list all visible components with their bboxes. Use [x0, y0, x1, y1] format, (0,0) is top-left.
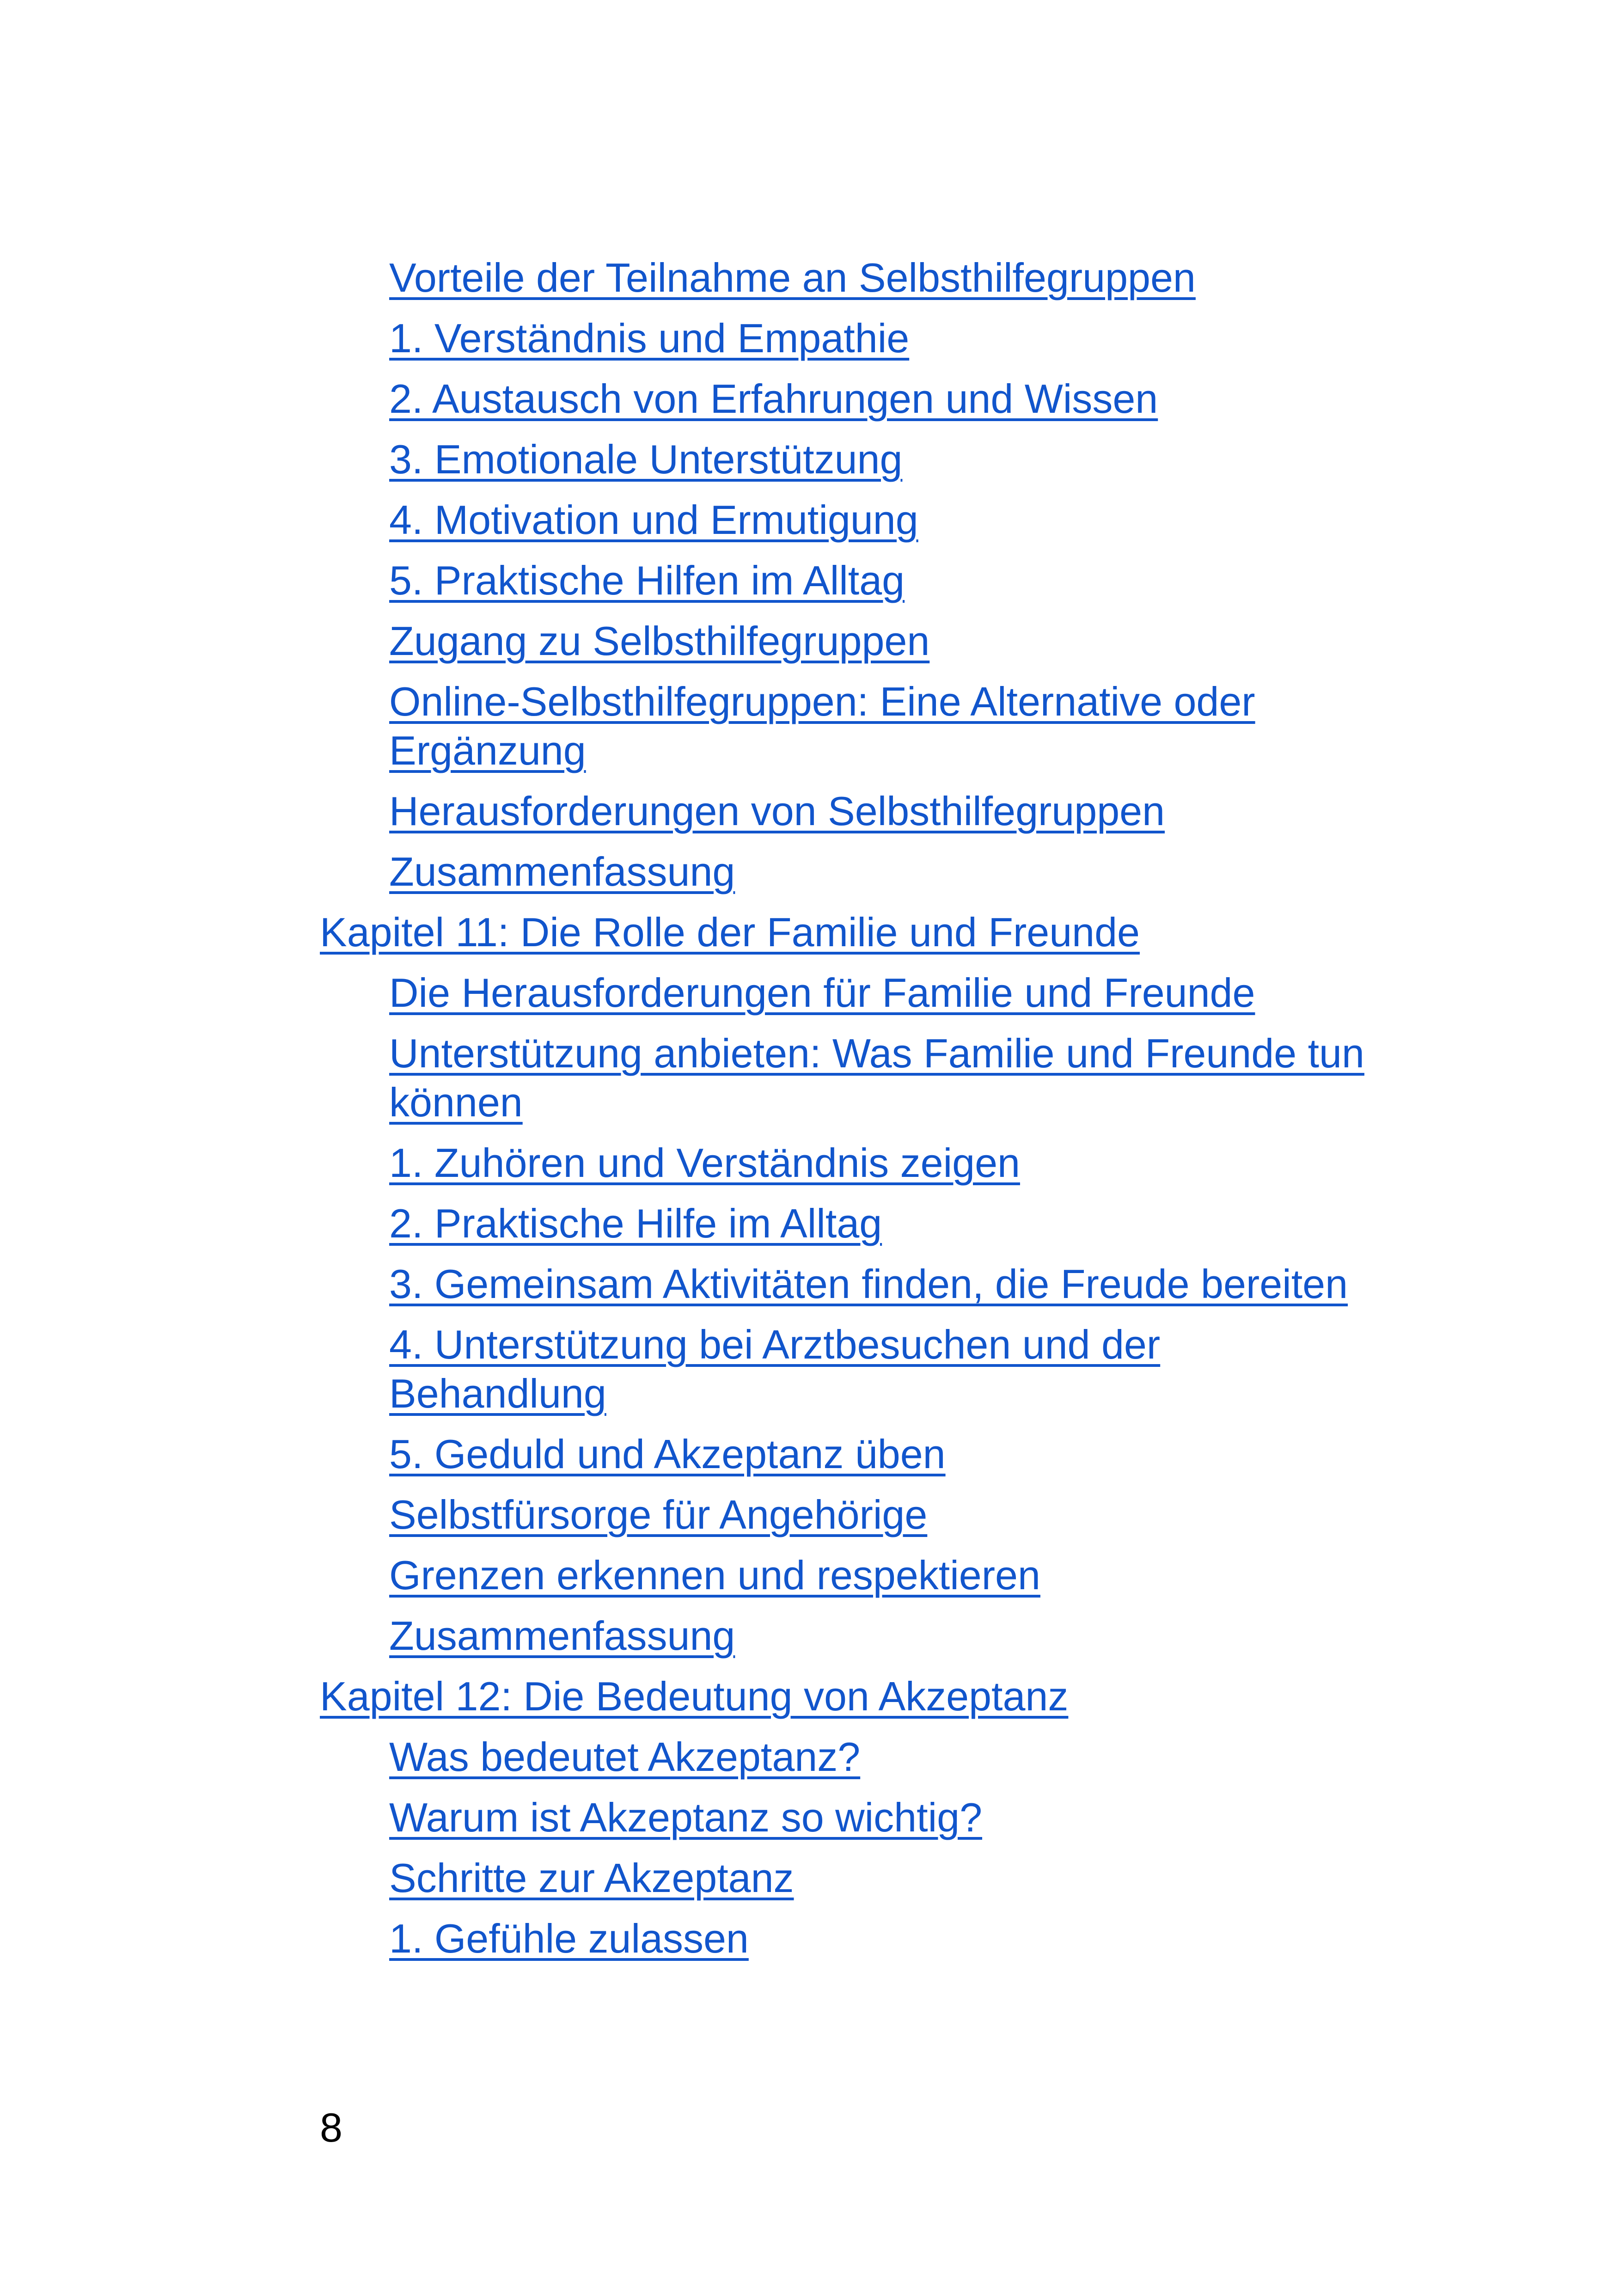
toc-link[interactable]: Was bedeutet Akzeptanz? [389, 1734, 861, 1780]
toc-link[interactable]: 3. Emotionale Unterstützung [389, 436, 903, 482]
toc-link[interactable]: Unterstützung anbieten: Was Familie und Freunde tun können [389, 1030, 1364, 1125]
toc-link[interactable]: 5. Praktische Hilfen im Alltag [389, 557, 905, 603]
toc-entry [320, 435, 1364, 484]
toc-link[interactable]: Zusammenfassung [389, 849, 735, 894]
toc-link[interactable]: Online-Selbsthilfegruppen: Eine Alternative oder Ergänzung [389, 679, 1255, 773]
toc-entry [320, 1914, 1364, 1963]
toc-entry [320, 677, 1364, 775]
toc-link[interactable]: Selbstfürsorge für Angehörige [389, 1492, 928, 1537]
toc-entry [320, 374, 1364, 423]
toc-entry [320, 968, 1364, 1017]
toc-entry [320, 1733, 1364, 1782]
toc-entry [320, 1029, 1364, 1127]
toc-chapter-link[interactable]: Kapitel 12: Die Bedeutung von Akzeptanz [320, 1673, 1069, 1719]
toc-link[interactable]: 3. Gemeinsam Aktivitäten finden, die Freude bereiten [389, 1261, 1348, 1307]
toc-entry [320, 1854, 1364, 1903]
toc-link[interactable]: 2. Austausch von Erfahrungen und Wissen [389, 376, 1158, 422]
toc-link[interactable]: 1. Verständnis und Empathie [389, 315, 910, 361]
toc-link[interactable]: Die Herausforderungen für Familie und Freunde [389, 970, 1255, 1016]
toc-entry [320, 253, 1364, 302]
toc-entry [320, 1793, 1364, 1842]
toc-link[interactable]: 2. Praktische Hilfe im Alltag [389, 1200, 882, 1246]
toc-entry [320, 556, 1364, 605]
page-number: 8 [320, 2105, 342, 2150]
toc-link[interactable]: Vorteile der Teilnahme an Selbsthilfegruppen [389, 255, 1196, 300]
toc-link[interactable]: 1. Gefühle zulassen [389, 1916, 749, 1961]
toc-entry [320, 496, 1364, 545]
toc-entry [320, 1611, 1364, 1660]
toc-link[interactable]: Zusammenfassung [389, 1613, 735, 1659]
toc-entry [320, 1139, 1364, 1188]
toc-entry [320, 1490, 1364, 1539]
toc-link[interactable]: Herausforderungen von Selbsthilfegruppen [389, 788, 1165, 834]
toc-entry [320, 1320, 1364, 1418]
toc-entry [320, 617, 1364, 666]
toc-entry [320, 787, 1364, 836]
toc-chapter-link[interactable]: Kapitel 11: Die Rolle der Familie und Freunde [320, 909, 1140, 955]
toc-link[interactable]: 4. Unterstützung bei Arztbesuchen und der Behandlung [389, 1322, 1161, 1416]
toc-link[interactable]: 1. Zuhören und Verständnis zeigen [389, 1140, 1020, 1186]
toc-chapter-entry [320, 1672, 1364, 1721]
toc-link[interactable]: Schritte zur Akzeptanz [389, 1855, 794, 1901]
toc-link[interactable]: 5. Geduld und Akzeptanz üben [389, 1431, 946, 1477]
toc-link[interactable]: Warum ist Akzeptanz so wichtig? [389, 1794, 983, 1840]
toc-entry [320, 1430, 1364, 1479]
toc-link[interactable]: 4. Motivation und Ermutigung [389, 497, 918, 543]
toc-entry [320, 1551, 1364, 1600]
toc-entry [320, 847, 1364, 896]
toc-chapter-entry [320, 908, 1364, 957]
toc-entry [320, 314, 1364, 363]
table-of-contents [320, 253, 1364, 1975]
toc-link[interactable]: Zugang zu Selbsthilfegruppen [389, 618, 930, 664]
toc-entry [320, 1199, 1364, 1248]
toc-entry [320, 1260, 1364, 1309]
toc-link[interactable]: Grenzen erkennen und respektieren [389, 1552, 1040, 1598]
